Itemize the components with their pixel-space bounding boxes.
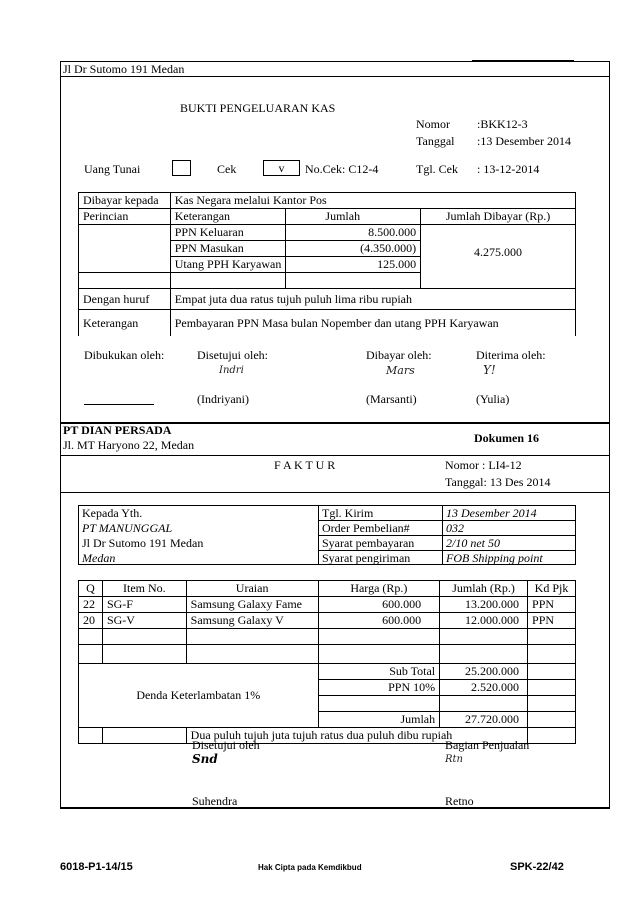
terbilang: Dua puluh tujuh juta tujuh ratus dua puluh dibu rupiah: [186, 728, 527, 744]
row-keterangan: PPN Keluaran: [170, 225, 286, 241]
header-jumlah-dibayar: Jumlah Dibayar (Rp.): [421, 209, 576, 225]
kepada-line: Medan: [82, 551, 116, 565]
jumlah-label: Jumlah: [318, 712, 440, 728]
keterangan-value: Pembayaran PPN Masa bulan Nopember dan utang PPH Karyawan: [170, 310, 575, 337]
table-row: [79, 581, 576, 597]
table-row: [79, 664, 576, 680]
items-table: [78, 580, 576, 744]
header-harga: Harga (Rp.): [318, 581, 440, 597]
dibayar-label: Dibayar oleh:: [366, 348, 432, 362]
empty-cell: [318, 645, 440, 664]
company-rule: [60, 455, 610, 456]
table-row: [79, 645, 576, 664]
table-row: [79, 629, 576, 645]
dengan-huruf-value: Empat juta dua ratus tujuh puluh lima ribu rupiah: [170, 289, 575, 310]
header-rule: [60, 492, 610, 493]
empty-cell: [79, 273, 171, 289]
faktur-disetujui-name: Suhendra: [192, 794, 238, 808]
empty-cell: [528, 664, 576, 680]
info-value: 032: [446, 521, 464, 535]
empty-cell: [102, 645, 186, 664]
faktur-disetujui-signature: Snd: [192, 752, 218, 766]
empty-cell: [186, 645, 318, 664]
bkk-tanggal-value: :13 Desember 2014: [477, 134, 571, 148]
bkk-title: BUKTI PENGELUARAN KAS: [180, 101, 336, 115]
empty-cell: [102, 629, 186, 645]
empty-cell: [528, 629, 576, 645]
table-row: [79, 613, 576, 629]
row-jumlah: 125.000: [286, 257, 421, 273]
header-item: Item No.: [102, 581, 186, 597]
empty-cell: [318, 629, 440, 645]
perincian-cell: [79, 225, 171, 273]
empty-cell: [440, 696, 528, 712]
dibukukan-label: Dibukukan oleh:: [84, 348, 165, 362]
footer-code: 6018-P1-14/15: [60, 861, 133, 873]
header-uraian: Uraian: [186, 581, 318, 597]
dibayar-signature: Mars: [386, 364, 415, 377]
table-row: [79, 225, 576, 241]
denda-label: Denda Keterlambatan 1%: [79, 664, 319, 728]
company-name: PT DIAN PERSADA: [63, 423, 172, 437]
item-harga: 600.000: [318, 613, 440, 629]
table-row: [79, 193, 576, 209]
info-label: Syarat pembayaran: [322, 536, 415, 550]
dibayar-kepada-value: Kas Negara melalui Kantor Pos: [170, 193, 575, 209]
item-no: SG-F: [102, 597, 186, 613]
header-jumlah: Jumlah: [286, 209, 421, 225]
row-jumlah: 8.500.000: [286, 225, 421, 241]
cek-label: Cek: [217, 162, 237, 176]
disetujui-signature: Indri: [219, 365, 244, 376]
item-harga: 600.000: [318, 597, 440, 613]
info-label: Syarat pengiriman: [322, 551, 411, 565]
item-no: SG-V: [102, 613, 186, 629]
empty-cell: [528, 645, 576, 664]
uang-tunai-label: Uang Tunai: [84, 162, 141, 176]
row-keterangan: Utang PPH Karyawan: [170, 257, 286, 273]
table-row: [79, 597, 576, 613]
diterima-signature: Y!: [483, 363, 496, 377]
penjualan-name: Retno: [445, 794, 474, 808]
empty-cell: [528, 728, 576, 744]
bkk-table: [78, 192, 576, 336]
penjualan-label: Bagian Penjualan: [445, 738, 530, 752]
disetujui-label: Disetujui oleh:: [197, 348, 268, 362]
kepada-line: Jl Dr Sutomo 191 Medan: [82, 536, 204, 550]
jumlah-value: 27.720.000: [440, 712, 528, 728]
footer-copyright: Hak Cipta pada Kemdikbud: [258, 863, 362, 872]
empty-cell: [186, 629, 318, 645]
empty-cell: [79, 645, 103, 664]
empty-cell: [528, 712, 576, 728]
info-value: FOB Shipping point: [446, 551, 543, 565]
uang-tunai-checkbox[interactable]: [172, 160, 191, 176]
empty-cell: [528, 696, 576, 712]
row-jumlah: (4.350.000): [286, 241, 421, 257]
header-keterangan: Keterangan: [170, 209, 286, 225]
item-q: 20: [79, 613, 103, 629]
row-keterangan: PPN Masukan: [170, 241, 286, 257]
dengan-huruf-label: Dengan huruf: [79, 289, 171, 310]
info-label: Tgl. Kirim: [322, 506, 374, 520]
header-jumlah: Jumlah (Rp.): [440, 581, 528, 597]
faktur-title: F A K T U R: [274, 458, 336, 472]
header-q: Q: [79, 581, 103, 597]
empty-cell: [318, 696, 440, 712]
info-value: 13 Desember 2014: [446, 506, 537, 520]
bkk-nomor-value: :BKK12-3: [477, 117, 528, 131]
faktur-nomor: Nomor : LI4-12: [445, 458, 522, 472]
header-perincian: Perincian: [79, 209, 171, 225]
table-row: [79, 289, 576, 310]
faktur-tanggal: Tanggal: 13 Des 2014: [445, 475, 551, 489]
item-uraian: Samsung Galaxy V: [186, 613, 318, 629]
penjualan-signature: Rtn: [445, 754, 463, 765]
ppn-label: PPN 10%: [318, 680, 440, 696]
bkk-address: Jl Dr Sutomo 191 Medan: [63, 62, 185, 76]
dibayar-kepada-label: Dibayar kepada: [79, 193, 171, 209]
no-cek: No.Cek: C12-4: [305, 162, 379, 176]
dibayar-name: (Marsanti): [366, 392, 417, 406]
empty-cell: [440, 629, 528, 645]
subtotal-label: Sub Total: [318, 664, 440, 680]
dokumen-label: Dokumen 16: [474, 431, 540, 445]
table-row: [79, 310, 576, 337]
empty-cell: [79, 728, 103, 744]
info-value: 2/10 net 50: [446, 536, 500, 550]
faktur-disetujui-label: Disetujui oleh: [192, 738, 260, 752]
ppn-value: 2.520.000: [440, 680, 528, 696]
tgl-cek-value: : 13-12-2014: [477, 162, 540, 176]
subtotal-value: 25.200.000: [440, 664, 528, 680]
empty-cell: [170, 273, 286, 289]
kepada-line: PT MANUNGGAL: [82, 521, 173, 535]
header-kd: Kd Pjk: [528, 581, 576, 597]
dibukukan-signature-line: [84, 404, 154, 405]
keterangan-label: Keterangan: [79, 310, 171, 337]
item-kd: PPN: [528, 613, 576, 629]
empty-cell: [528, 680, 576, 696]
company-address: Jl. MT Haryono 22, Medan: [63, 438, 195, 452]
item-jumlah: 13.200.000: [440, 597, 528, 613]
total-dibayar: 4.275.000: [421, 225, 576, 289]
item-kd: PPN: [528, 597, 576, 613]
diterima-name: (Yulia): [476, 392, 510, 406]
empty-cell: [286, 273, 421, 289]
diterima-label: Diterima oleh:: [476, 348, 546, 362]
item-jumlah: 12.000.000: [440, 613, 528, 629]
table-row: [79, 209, 576, 225]
footer-page: SPK-22/42: [510, 861, 564, 873]
cek-checkbox[interactable]: v: [263, 160, 300, 176]
info-label: Order Pembelian#: [322, 521, 410, 535]
empty-cell: [102, 728, 186, 744]
empty-cell: [440, 645, 528, 664]
item-q: 22: [79, 597, 103, 613]
disetujui-name: (Indriyani): [197, 392, 249, 406]
item-uraian: Samsung Galaxy Fame: [186, 597, 318, 613]
empty-cell: [79, 629, 103, 645]
bkk-nomor-label: Nomor: [416, 117, 450, 131]
bkk-tanggal-label: Tanggal: [416, 134, 455, 148]
kepada-line: Kepada Yth.: [82, 506, 143, 520]
tgl-cek-label: Tgl. Cek: [416, 162, 458, 176]
